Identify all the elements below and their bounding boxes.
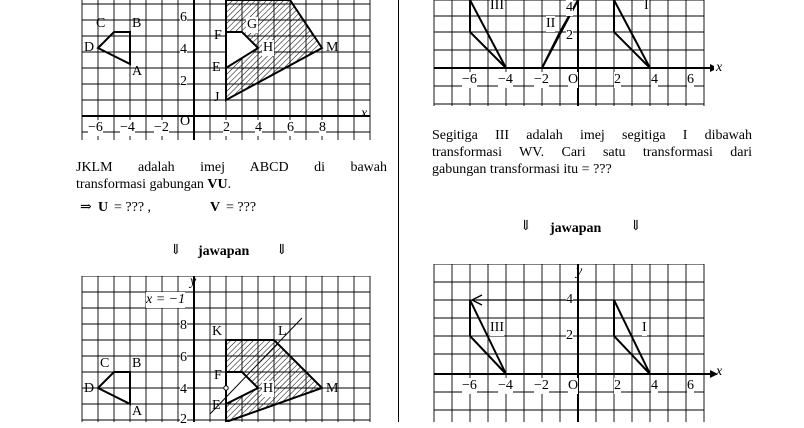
x-tick-neg4-tr: −4: [498, 72, 513, 87]
q1-text-line2: transformasi gabungan VU.: [76, 177, 232, 192]
triangle-ii-label: II: [546, 16, 556, 31]
point-c-label-bl: C: [100, 356, 110, 371]
point-m-label-bl: M: [326, 381, 339, 396]
x-tick-neg4-br: −4: [498, 378, 513, 393]
x-tick-4-tr: 4: [651, 72, 658, 87]
point-h-label: H: [263, 40, 274, 55]
x-tick-neg2: −2: [154, 120, 169, 135]
x-tick-6-br: 6: [687, 378, 694, 393]
point-j-label: J: [214, 90, 220, 105]
point-b-label: B: [132, 16, 142, 31]
y-axis-label-br: y: [576, 264, 583, 279]
q2-down-arrow-left: ⇓: [520, 219, 532, 234]
y-tick-4-bl: 4: [180, 382, 187, 397]
column-divider: [398, 0, 399, 422]
x-axis-label-br: x: [716, 364, 723, 379]
point-a-label-bl: A: [132, 404, 143, 419]
triangle-iii-label-br: III: [490, 320, 504, 335]
point-a-label: A: [132, 64, 143, 79]
point-d-label-bl: D: [84, 381, 95, 396]
point-m-label: M: [326, 40, 339, 55]
y-tick-6-bl: 6: [180, 350, 187, 365]
q1-answer-heading: jawapan: [198, 244, 250, 259]
point-k-label: K: [212, 324, 223, 339]
x-tick-6: 6: [287, 120, 294, 135]
x-tick-2-br: 2: [614, 378, 621, 393]
y-tick-4-tr: 4: [566, 0, 573, 15]
q2-down-arrow-right: ⇓: [630, 219, 642, 234]
origin-label: O: [180, 114, 191, 129]
origin-label-tr: O: [568, 72, 579, 87]
point-c-label: C: [96, 16, 106, 31]
q1-v-value: = ???: [226, 200, 257, 215]
point-e-label: E: [212, 60, 221, 75]
x-tick-neg6-br: −6: [462, 378, 477, 393]
y-axis-label: y: [190, 274, 197, 289]
q2-text-line2: transformasi WV. Cari satu transformasi dari: [432, 145, 752, 160]
point-g-label: G: [247, 17, 258, 32]
y-tick-4: 4: [180, 42, 187, 57]
y-tick-2-tr: 2: [566, 28, 573, 43]
point-b-label-bl: B: [132, 356, 142, 371]
q1-arrow: ⇒: [80, 200, 92, 215]
point-f-label: F: [214, 28, 222, 43]
origin-label-br: O: [568, 378, 579, 393]
triangle-iii-label: III: [490, 0, 504, 13]
q1-v-label: V: [210, 200, 221, 215]
q2-text-line1: Segitiga III adalah imej segitiga I dibawah: [432, 128, 752, 143]
graph-bottom-left: [80, 276, 380, 422]
q1-u-value: = ??? ,: [114, 200, 152, 215]
q2-answer-heading: jawapan: [550, 221, 602, 236]
q1-text-line1: JKLM adalah imej ABCD di bawah: [76, 160, 387, 175]
x-tick-neg6: −6: [88, 120, 103, 135]
point-d-label: D: [84, 40, 95, 55]
x-tick-neg2-tr: −2: [534, 72, 549, 87]
x-tick-4-br: 4: [651, 378, 658, 393]
x-axis-label: x: [361, 106, 368, 121]
x-tick-neg6-tr: −6: [462, 72, 477, 87]
point-l-label: L: [278, 324, 287, 339]
x-tick-2: 2: [223, 120, 230, 135]
triangle-i-label-br: I: [642, 320, 647, 335]
graph-top-right: [432, 0, 714, 106]
triangle-i-label: I: [644, 0, 649, 13]
point-f-label-bl: F: [214, 368, 222, 383]
x-tick-8: 8: [319, 120, 326, 135]
x-tick-neg4: −4: [120, 120, 135, 135]
point-h-label-bl: H: [263, 381, 274, 396]
x-tick-neg2-br: −2: [534, 378, 549, 393]
y-tick-4-br: 4: [566, 292, 573, 307]
y-tick-2-br: 2: [566, 328, 573, 343]
y-tick-2-bl: 2: [180, 412, 187, 427]
q1-down-arrow-right: ⇓: [276, 243, 288, 258]
point-e-label-bl: E: [212, 398, 221, 413]
x-tick-6-tr: 6: [687, 72, 694, 87]
q1-u-label: U: [98, 200, 109, 215]
x-axis-label-tr: x: [716, 60, 723, 75]
line-x-neg1-label: x = −1: [146, 292, 186, 307]
q1-down-arrow-left: ⇓: [170, 243, 182, 258]
x-tick-2-tr: 2: [614, 72, 621, 87]
x-tick-4: 4: [255, 120, 262, 135]
graph-bottom-right: [432, 264, 722, 422]
y-tick-8-bl: 8: [180, 318, 187, 333]
y-tick-2: 2: [180, 74, 187, 89]
y-tick-6: 6: [180, 10, 187, 25]
q2-text-line3: gabungan transformasi itu = ???: [432, 162, 612, 177]
